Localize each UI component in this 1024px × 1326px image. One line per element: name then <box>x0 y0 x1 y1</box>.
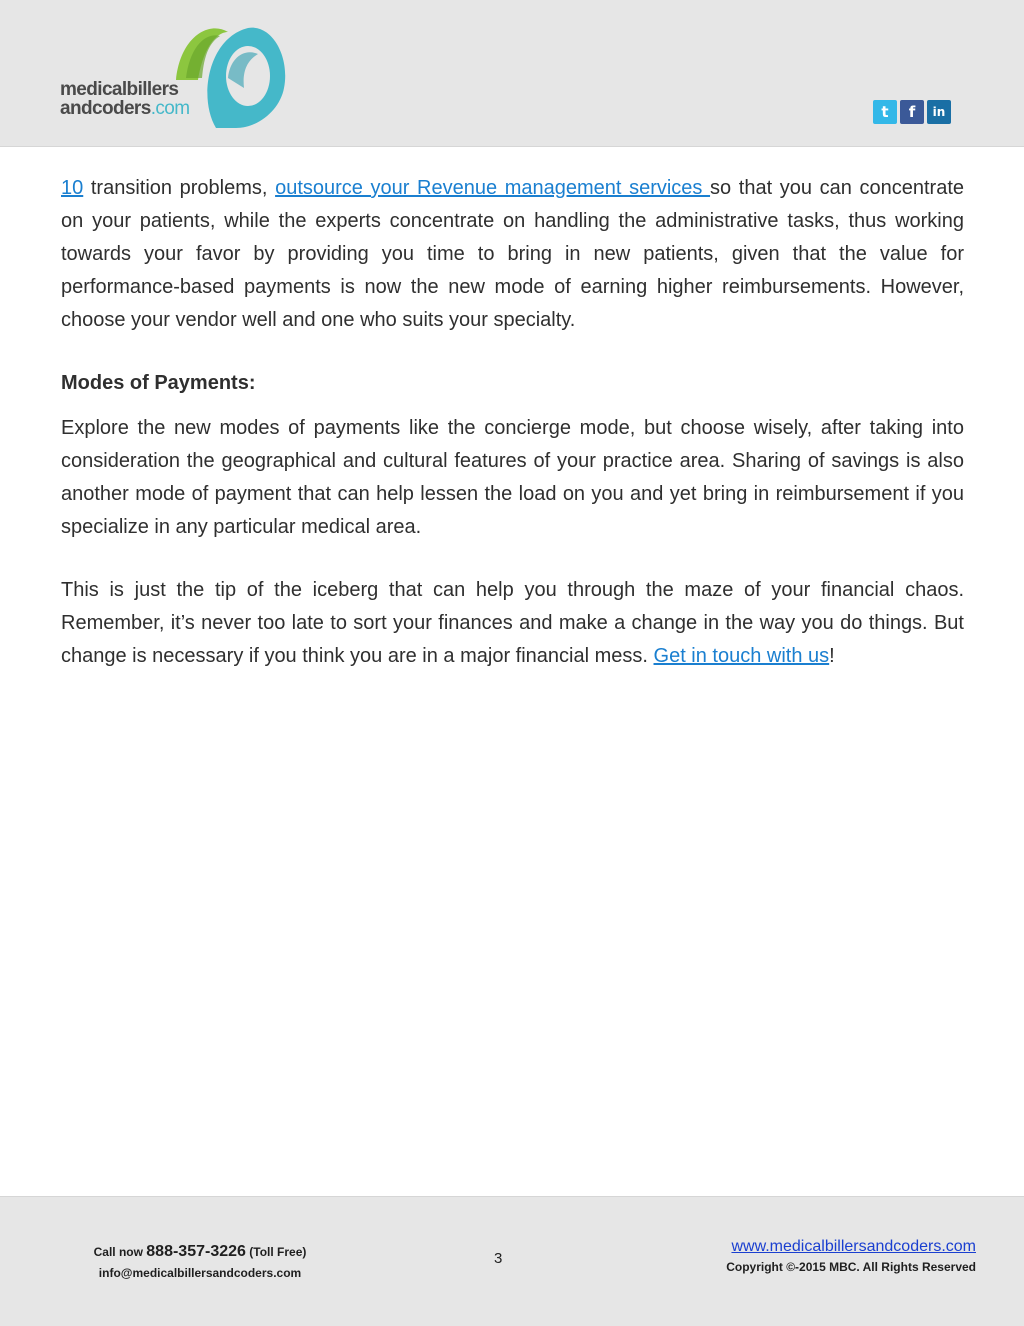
company-logo[interactable] <box>58 18 298 133</box>
website-link[interactable]: www.medicalbillersandcoders.com <box>731 1238 976 1255</box>
toll-free-label: (Toll Free) <box>245 1245 307 1259</box>
paragraph-3-text: This is just the tip of the iceberg that can help you through the maze of your financial chaos. Remember, it’s never too late to sort your finances and make a change in the way you do things. But change is necessary if you think you are in a major financial mess. <box>61 579 964 667</box>
paragraph-2: Explore the new modes of payments like the concierge mode, but choose wisely, after taking into consideration the geographical and cultural features of your practice area. Sharing of savings is also another mode of payment that can help lessen the load on you and yet bring in reimbursement if you specialize in any particular medical area. <box>61 417 964 538</box>
facebook-icon[interactable]: f <box>900 100 924 124</box>
page-number: 3 <box>494 1250 503 1267</box>
paragraph-1 <box>61 172 964 337</box>
page-footer <box>0 1196 1024 1326</box>
link-10[interactable]: 10 <box>61 177 84 199</box>
paragraph-1-text-b: so that you can concentrate on your patients, while the experts concentrate on handling the administrative tasks, thus working towards your favor by providing you time to bring in new patients, given that the value for performance-based payments is now the new mode of earning higher reimbursements. However, choose your vendor well and one who suits your specialty. <box>61 177 964 331</box>
phone-number[interactable]: 888-357-3226 <box>146 1243 246 1260</box>
footer-site <box>726 1237 976 1277</box>
footer-call-line <box>80 1241 320 1263</box>
footer-contact <box>80 1241 320 1284</box>
link-get-in-touch[interactable]: Get in touch with us <box>653 645 830 667</box>
logo-line-2 <box>60 99 189 118</box>
page-content <box>61 172 964 673</box>
logo-line-2-suffix: .com <box>150 98 190 119</box>
paragraph-3-end: ! <box>829 645 835 667</box>
logo-line-1: medicalbillers <box>60 79 179 100</box>
copyright: Copyright ©-2015 MBC. All Rights Reserved <box>726 1260 976 1274</box>
link-outsource-revenue-management[interactable]: outsource your Revenue management services <box>275 177 711 199</box>
call-label: Call now <box>93 1245 147 1259</box>
logo-line-2-main: andcoders <box>60 98 151 119</box>
paragraph-1-text-a: transition problems, <box>83 177 276 199</box>
section-heading: Modes of Payments: <box>61 372 256 394</box>
spacer <box>61 544 964 574</box>
social-links <box>873 100 951 124</box>
twitter-icon[interactable]: t <box>873 100 897 124</box>
logo-wordmark <box>60 80 189 118</box>
paragraph-3 <box>61 574 964 673</box>
footer-email[interactable]: info@medicalbillersandcoders.com <box>98 1266 302 1280</box>
page-header <box>0 0 1024 147</box>
linkedin-icon[interactable]: in <box>927 100 951 124</box>
